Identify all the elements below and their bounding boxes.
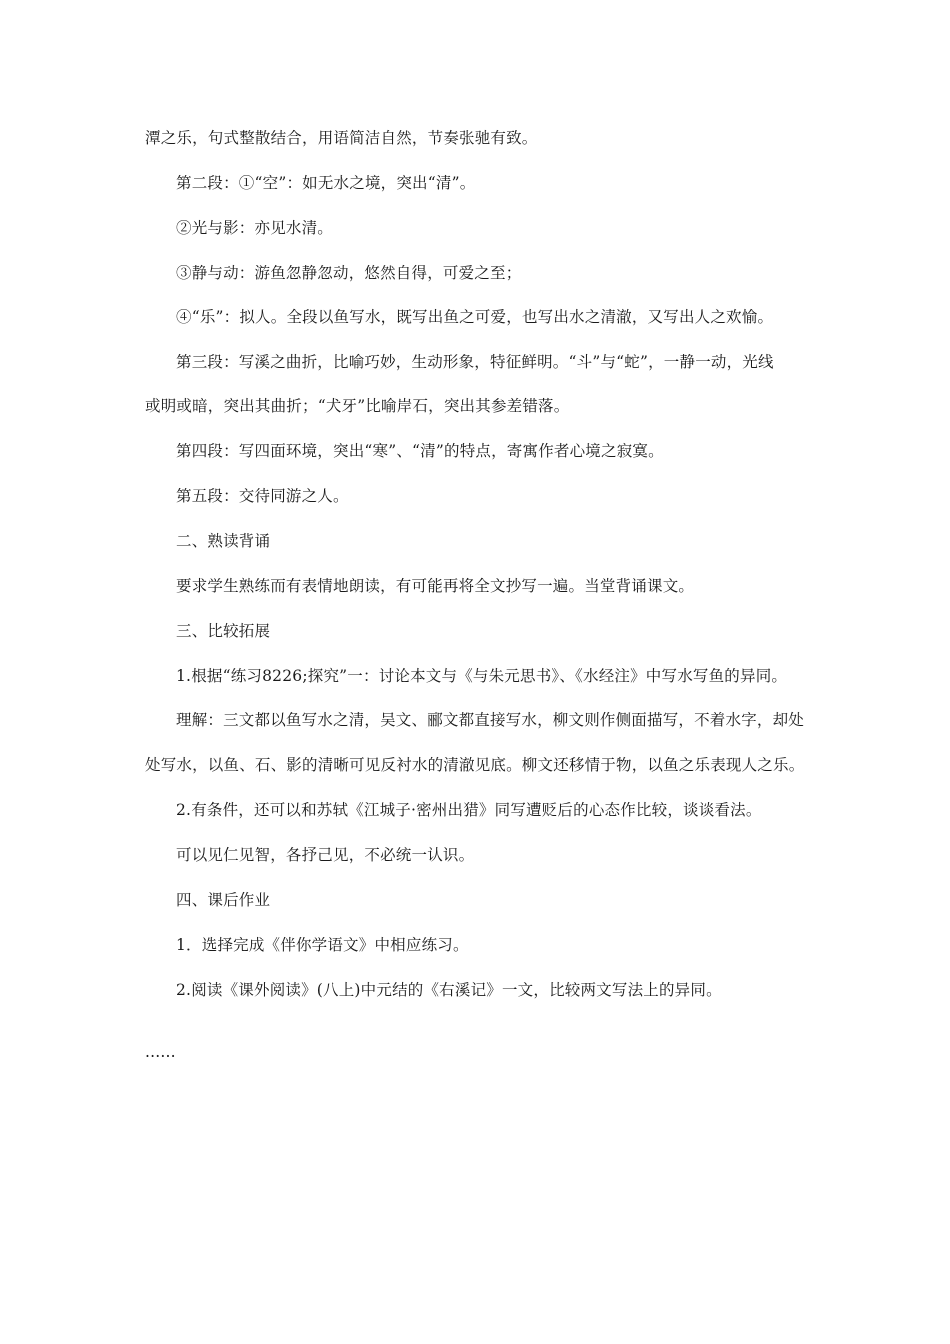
text-line: 处写水，以鱼、石、影的清晰可见反衬水的清澈见底。柳文还移情于物，以鱼之乐表现人之乐。 — [145, 756, 805, 774]
text-line: 要求学生熟练而有表情地朗读，有可能再将全文抄写一遍。当堂背诵课文。 — [176, 577, 695, 595]
section-heading: 四、课后作业 — [176, 891, 271, 909]
text-line: 第二段：①“空”：如无水之境，突出“清”。 — [176, 174, 476, 192]
text-line: ④“乐”：拟人。全段以鱼写水，既写出鱼之可爱，也写出水之清澈，又写出人之欢愉。 — [176, 308, 774, 326]
ellipsis: ...... — [145, 1043, 176, 1061]
text-line: ③静与动：游鱼忽静忽动，悠然自得，可爱之至； — [176, 264, 522, 282]
text-line: 或明或暗，突出其曲折；“犬牙”比喻岸石，突出其参差错落。 — [145, 397, 570, 415]
text-line: 2.阅读《课外阅读》(八上)中元结的《右溪记》一文，比较两文写法上的异同。 — [176, 981, 722, 999]
text-line: 2.有条件，还可以和苏轼《江城子·密州出猎》同写遭贬后的心态作比较，谈谈看法。 — [176, 801, 762, 819]
text-line: 潭之乐，句式整散结合，用语简洁自然，节奏张驰有致。 — [145, 129, 538, 147]
text-line: 第五段：交待同游之人。 — [176, 487, 349, 505]
text-line: 第三段：写溪之曲折，比喻巧妙，生动形象，特征鲜明。“斗”与“蛇”，一静一动，光线 — [176, 353, 774, 371]
text-line: 理解：三文都以鱼写水之清，吴文、郦文都直接写水，柳文则作侧面描写，不着水字，却处 — [176, 711, 805, 729]
section-heading: 三、比较拓展 — [176, 622, 271, 640]
section-heading: 二、熟读背诵 — [176, 532, 271, 550]
text-line: 1.根据“练习8226;探究”一：讨论本文与《与朱元思书》、《水经注》中写水写鱼的异同。 — [176, 667, 788, 685]
text-line: 1．选择完成《伴你学语文》中相应练习。 — [176, 936, 469, 954]
text-line: 可以见仁见智，各抒己见，不必统一认识。 — [176, 846, 475, 864]
text-line: 第四段：写四面环境，突出“寒”、“清”的特点，寄寓作者心境之寂寞。 — [176, 442, 664, 460]
text-line: ②光与影：亦见水清。 — [176, 219, 334, 237]
